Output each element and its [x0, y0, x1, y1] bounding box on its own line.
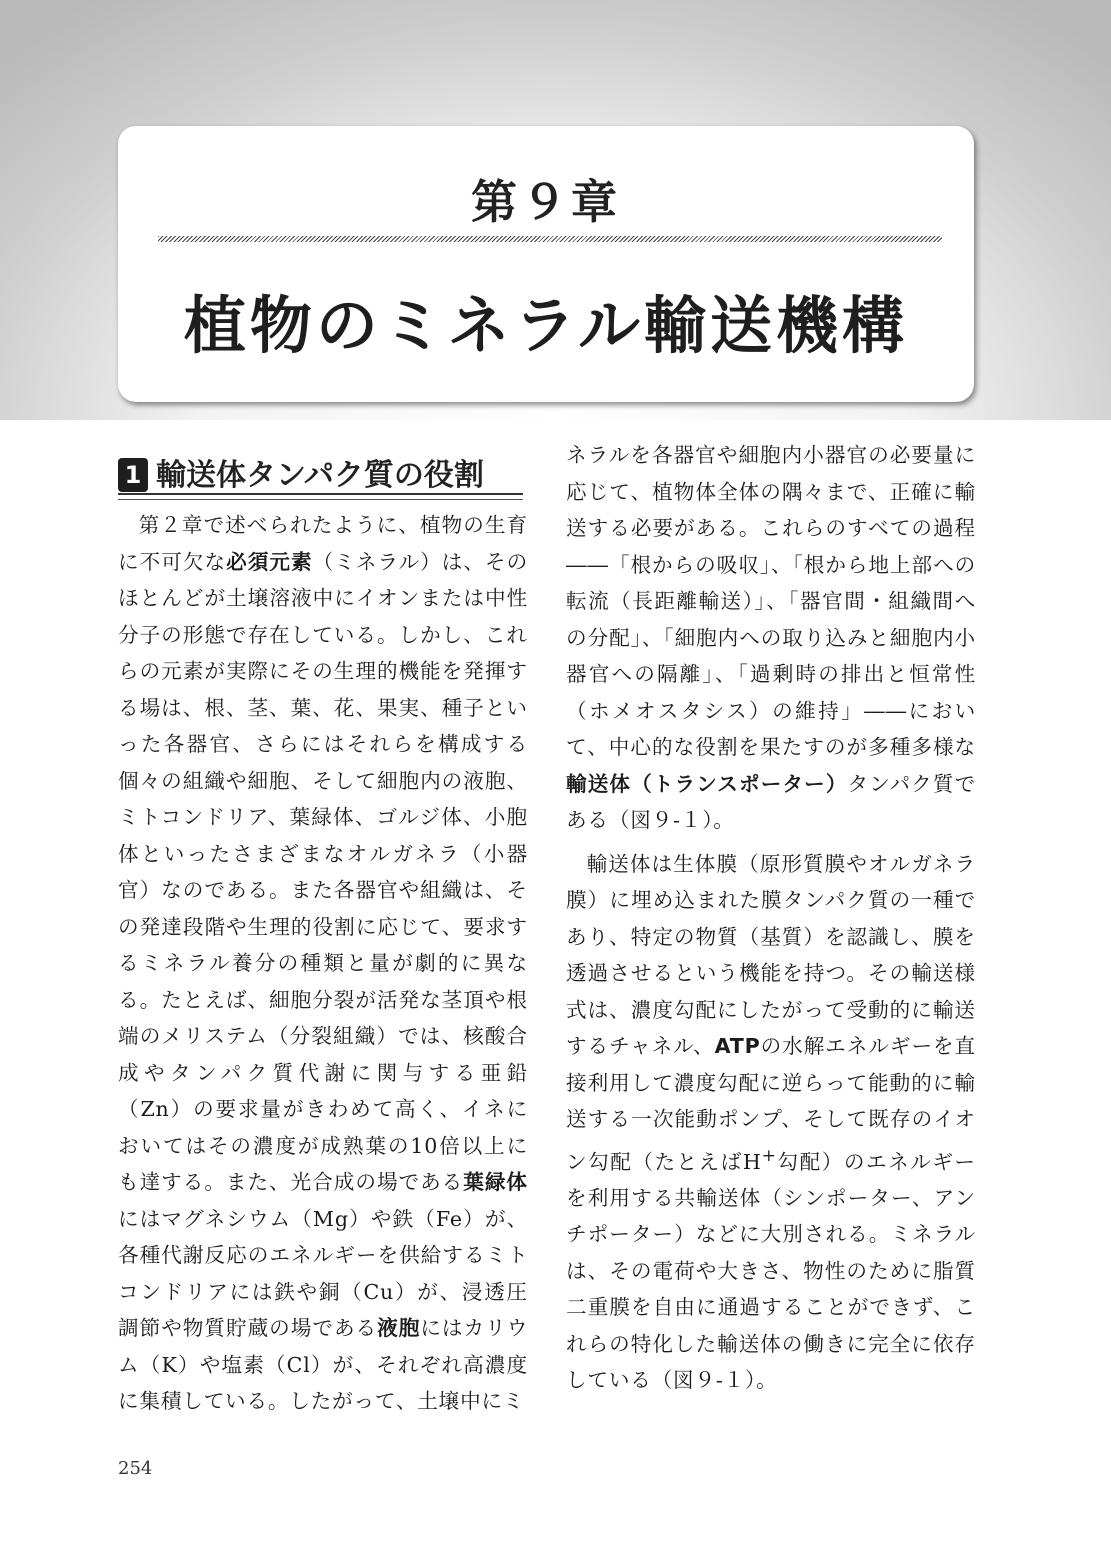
chapter-divider [158, 236, 942, 242]
section-heading [118, 450, 523, 493]
section-underline-thin [118, 499, 523, 500]
body-column-right [566, 437, 976, 1399]
paragraph-1-part-1-continued: ネラルを各器官や細胞内小器官の必要量に応じて、植物体全体の隅々まで、正確に輸送する必要がある。これらのすべての過程――「根からの吸収」、「根から地上部への転流（長距離輸送）」、「器官間・組織間への分配」、「細胞内への取り込みと細胞内小器官への隔離」、「過剰時の排出と恒常性（ホメオスタシス）の維持」――において、中心的な役割を果たすのが多種多様な輸送体（トランスポーター）タンパク質である（図９-１）。 [566, 443, 977, 832]
keyword-transporter-continued: 輸送体（トランスポーター） [566, 771, 848, 796]
body-column-left [118, 507, 528, 1420]
keyword-vacuole: 液胞 [377, 1316, 421, 1340]
section-underline [118, 493, 523, 495]
keyword-atp-continued: ATP [714, 1034, 761, 1058]
keyword-essential-elements: 必須元素 [226, 549, 313, 574]
chapter-title: 植物のミネラル輸送機構 [183, 289, 909, 362]
chapter-number: 第９章 [471, 175, 621, 229]
chapter-header-box [118, 126, 974, 402]
paragraph-2-continued: 輸送体は生体膜（原形質膜やオルガネラ膜）に埋め込まれた膜タンパク質の一種であり、特定の物質（基質）を認識し、膜を透過させるという機能を持つ。その輸送様式は、濃度勾配にしたがって受動的に輸送するチャネル、ATPの水解エネルギーを直接利用して濃度勾配に逆らって能動的に輸送する一次能動ポンプ、そして既存のイオン勾配（たとえばH+勾配）のエネルギーを利用する共輸送体（シンポーター、アンチポーター）などに大別される。ミネラルは、その電荷や大きさ、物性のために脂質二重膜を自由に通過することができず、これらの特化した輸送体の働きに完全に依存している（図９-１）。 [566, 851, 977, 1393]
keyword-chloroplast: 葉緑体 [463, 1170, 528, 1194]
section-title: 輸送体タンパク質の役割 [156, 458, 484, 493]
section-number-badge: 1 [118, 458, 148, 492]
page-number: 254 [118, 1458, 153, 1479]
superscript-plus-continued: + [761, 1145, 777, 1166]
paragraph-1-part-1: 第２章で述べられたように、植物の生育に不可欠な必須元素（ミネラル）は、そのほとんどが土壌溶液中にイオンまたは中性分子の形態で存在している。しかし、これらの元素が実際にその生理的機能を発揮する場は、根、茎、葉、花、果実、種子といった各器官、さらにはそれらを構成する個々の組織や細胞、そして細胞内の液胞、ミトコンドリア、葉緑体、ゴルジ体、小胞体といったさまざまなオルガネラ（小器官）なのである。また各器官や組織は、その発達段階や生理的役割に応じて、要求するミネラル養分の種類と量が劇的に異なる。たとえば、細胞分裂が活発な茎頂や根端のメリステム（分裂組織）では、核酸合成やタンパク質代謝に関与する亜鉛（Zn）の要求量がきわめて高く、イネにおいてはその濃度が成熟葉の10倍以上にも達する。また、光合成の場である葉緑体にはマグネシウム（Mg）や鉄（Fe）が、各種代謝反応のエネルギーを供給するミトコンドリアには鉄や銅（Cu）が、浸透圧調節や物質貯蔵の場である液胞にはカリウム（K）や塩素（Cl）が、それぞれ高濃度に集積している。したがって、土壌中にミ [118, 513, 529, 1413]
